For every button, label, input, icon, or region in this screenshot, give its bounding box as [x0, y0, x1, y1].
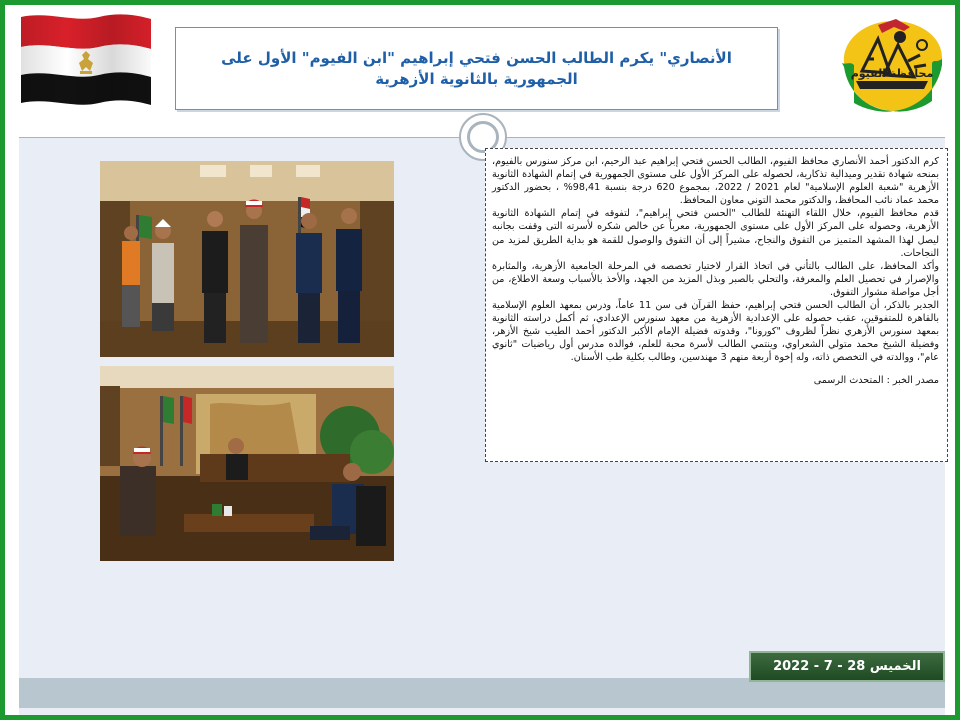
article-paragraph-4: الجدير بالذكر، أن الطالب الحسن فتحي إبراهيم، حفظ القرآن فى سن 11 عاماً، ودرس بمعهد العلوم الإسلامية بالقاهرة للمتفوقين، عقب حصوله على الإعدادية الأزهرية من معهد سنورس الإعدادي، ثم أكمل دراسته الثانوية بمعهد سنورس الأزهري نظراً لظروف "كورونا"، وقدوته فضيلة الإمام الأكبر الدكتور أحمد الطيب شيخ الأزهر، وفضيلة الشيخ محمد متولي الشعراوي، وينتمي الطالب لأسرة محبة للعلم، فوالده مدرس أول رياضيات "ثانوي عام"، ووالدته في التخصص ذاته، وله إخوة أربعة منهم 3 مهندسين، وطالب بكلية طب الأسنان.: [492, 300, 939, 364]
photo-office-meeting: [100, 366, 394, 561]
egypt-flag-icon: [19, 11, 153, 109]
photo-ceremony-group: [100, 161, 394, 357]
news-article: [485, 148, 948, 462]
date-bar: [749, 651, 945, 682]
news-title-box: [175, 27, 778, 110]
footer-strip: [19, 678, 945, 708]
fayoum-governorate-logo: [838, 15, 948, 115]
date-text: الخميس 28 - 7 - 2022: [773, 659, 921, 674]
article-paragraph-1: كرم الدكتور أحمد الأنصاري محافظ الفيوم، الطالب الحسن فتحي إبراهيم عبد الرحيم، ابن مركز سنورس بالفيوم، بمنحه شهادة تقدير وميدالية تذكارية، لحصوله على المركز الأول على مستوى الجمهورية في إتمام الشهادة الثانوية الأزهرية "شعبة العلوم الإسلامية" لعام 2021 / 2022، بمجموع 620 درجة بنسبة 98,41% ، بحضور الدكتور محمد عماد نائب المحافظ، والدكتور محمد التوني معاون المحافظ.: [492, 156, 939, 207]
article-paragraph-2: قدم محافظ الفيوم، خلال اللقاء التهنئة للطالب "الحسن فتحي إبراهيم"، لتفوقه في إتمام الشهادة الثانوية الأزهرية، وحصوله على المركز الأول على مستوى الجمهورية، معرباً عن خالص شكره لأسرته التى وقفت بجانبه ليصل لهذا المشهد المتميز من التفوق والنجاح، مشيراً إلى أن التفوق والوصول للقمة هو بداية الطريق لمزيد من النجاحات.: [492, 208, 939, 259]
logo-text: محافظة الفيوم: [850, 67, 934, 80]
article-source: مصدر الخبر : المتحدث الرسمى: [813, 374, 939, 386]
news-title: الأنصاري" يكرم الطالب الحسن فتحي إبراهيم "ابن الفيوم" الأول على الجمهورية بالثانوية الأزهرية: [221, 48, 732, 88]
article-paragraph-3: وأكد المحافظ، على الطالب بالتأني في اتخاذ القرار لاختيار تخصصه في المرحلة الجامعية الأزهرية، والمثابرة والإصرار في تحصيل العلم والمعرفة، والتحلي بالصبر وبذل المزيد من الجهد، والأخذ بالأسباب وسعة الاطلاع، من أجل مواصلة مشوار التفوق.: [492, 260, 939, 298]
